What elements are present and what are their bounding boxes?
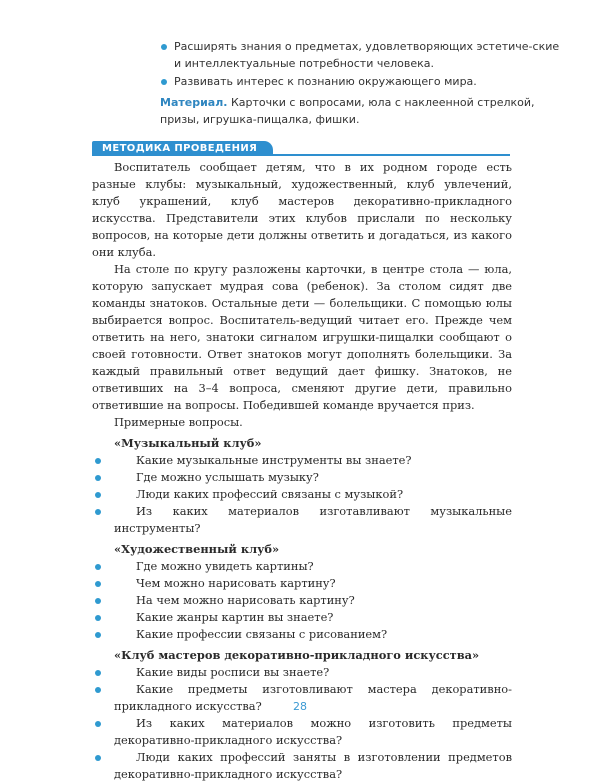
paragraph: На столе по кругу разложены карточки, в центре стола — юла, которую запускает мудрая сова (ребенок). За столом сидят две команды знатоков. Остальные дети — болельщики. С помощью юлы выбирается вопрос. Воспитатель-ведущий читает его. Прежде чем ответить на него, знатоки сигналом игрушки-пищалки сообщают о своей готовности. Ответ знатоков могут дополнять болельщики. За каждый правильный ответ ведущий дает фишку. Знатоков, не ответивших на 3–4 вопроса, сменяют другие дети, правильно ответившие на вопросы. Победившей команде вручается приз. xyxy=(92,262,512,412)
bullet-icon xyxy=(95,632,101,638)
bullet-icon xyxy=(95,687,101,693)
goal-item xyxy=(160,38,560,72)
question-text: Какие виды росписи вы знаете? xyxy=(136,665,330,679)
page-number: 28 xyxy=(293,700,307,713)
section-header xyxy=(92,141,510,156)
materials-line xyxy=(160,94,560,128)
club-block xyxy=(92,647,512,783)
club-title: «Клуб мастеров декоративно-прикладного искусства» xyxy=(114,648,480,662)
club-title: «Музыкальный клуб» xyxy=(114,436,262,450)
question-text: Где можно услышать музыку? xyxy=(136,470,319,484)
question-text: Люди каких профессий связаны с музыкой? xyxy=(136,487,404,501)
question-text: Из каких материалов изготавливают музыкальные инструменты? xyxy=(114,504,512,535)
question-text: Какие предметы изготовливают мастера декоративно-прикладного искусства? xyxy=(114,682,512,713)
question-text: Чем можно нарисовать картину? xyxy=(136,576,336,590)
question-text: Какие жанры картин вы знаете? xyxy=(136,610,334,624)
bullet-icon xyxy=(95,581,101,587)
bullet-icon xyxy=(95,475,101,481)
question-text: На чем можно нарисовать картину? xyxy=(136,593,355,607)
section-title: МЕТОДИКА ПРОВЕДЕНИЯ xyxy=(92,141,273,156)
question-item xyxy=(92,715,512,749)
main-text xyxy=(92,159,512,783)
question-text: Где можно увидеть картины? xyxy=(136,559,314,573)
bullet-icon xyxy=(95,615,101,621)
question-item xyxy=(92,452,512,469)
question-item xyxy=(92,503,512,537)
question-text: Из каких материалов можно изготовить предметы декоративно-прикладного искусства? xyxy=(114,716,512,747)
materials-label: Материал. xyxy=(160,96,228,109)
bullet-icon xyxy=(95,670,101,676)
question-text: Люди каких профессий заняты в изготовлении предметов декоративно-прикладного искусства? xyxy=(114,750,512,781)
goals-list xyxy=(160,38,560,128)
question-item xyxy=(92,558,512,575)
paragraph: Воспитатель сообщает детям, что в их родном городе есть разные клубы: музыкальный, художественный, клуб увлечений, клуб украшений, клуб мастеров декоративно-прикладного искусства. Представители этих клубов прислали по нескольку вопросов, на которые дети должны ответить и догадаться, из какого они клуба. xyxy=(92,160,512,259)
bullet-icon xyxy=(95,492,101,498)
club-block xyxy=(92,541,512,643)
bullet-icon xyxy=(161,44,167,50)
question-item xyxy=(92,592,512,609)
club-block xyxy=(92,435,512,537)
question-item xyxy=(92,749,512,783)
bullet-icon xyxy=(161,79,167,85)
question-item xyxy=(92,575,512,592)
materials-text: Карточки с вопросами, юла с наклеенной стрелкой, призы, игрушка-пищалка, фишки. xyxy=(160,96,535,126)
question-item xyxy=(92,664,512,681)
bullet-icon xyxy=(95,598,101,604)
goal-item xyxy=(160,73,560,90)
question-item xyxy=(92,469,512,486)
goal-text: Развивать интерес к познанию окружающего мира. xyxy=(174,75,477,88)
question-item xyxy=(92,626,512,643)
bullet-icon xyxy=(95,509,101,515)
bullet-icon xyxy=(95,564,101,570)
bullet-icon xyxy=(95,755,101,761)
question-item xyxy=(92,486,512,503)
bullet-icon xyxy=(95,458,101,464)
question-text: Какие музыкальные инструменты вы знаете? xyxy=(136,453,412,467)
question-item xyxy=(92,609,512,626)
paragraph: Примерные вопросы. xyxy=(114,415,243,429)
club-title: «Художественный клуб» xyxy=(114,542,280,556)
goal-text: Расширять знания о предметах, удовлетворяющих эстетиче-ские и интеллектуальные потребности человека. xyxy=(174,40,560,70)
bullet-icon xyxy=(95,721,101,727)
question-text: Какие профессии связаны с рисованием? xyxy=(136,627,388,641)
